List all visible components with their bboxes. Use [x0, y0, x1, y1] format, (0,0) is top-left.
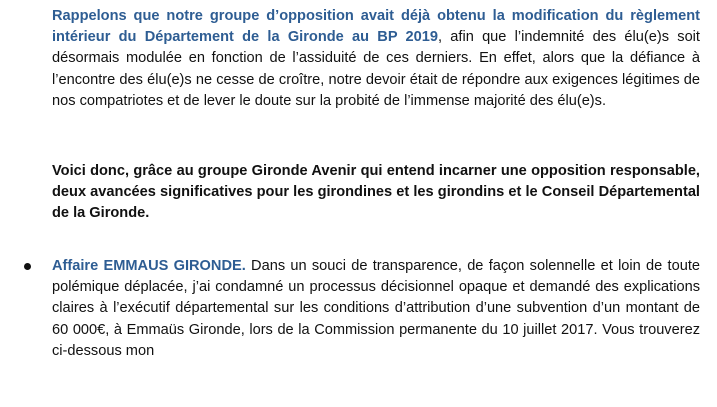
bullet-item-emmaus — [52, 256, 700, 362]
paragraph-gironde-avenir: Voici donc, grâce au groupe Gironde Avenir qui entend incarner une opposition responsable, deux avancées significatives pour les girondines et les girondins et le Conseil Départemental de la Gironde. — [52, 163, 700, 222]
bullet-item-text: Dans un souci de transparence, de façon solennelle et loin de toute polémique déplacée, j’ai condamné un processus décisionnel opaque et demandé des explications claires à l’exécutif départemental sur les conditions d’attribution d’une subvention d’un montant de 60 000€, à Emmaüs Gironde, lors de la Commission permanente du 10 juillet 2017. Vous trouverez ci-dessous mon — [52, 258, 701, 359]
paragraph-bp-2019 — [52, 6, 700, 112]
bullet-icon — [24, 263, 31, 270]
paragraph-text: , afin que l’indemnité des élu(e)s soit désormais modulée en fonction de l’assiduité de ces derniers. En effet, alors que la défiance à l’encontre des élu(e)s ne cesse de croître, notre devoir était de répondre aux exigences légitimes de nos compatriotes et de lever le doute sur la probité de l’immense majorité des élu(e)s. — [52, 29, 700, 109]
bullet-item-title: Affaire EMMAUS GIRONDE. — [52, 258, 246, 274]
paragraph-highlight: Rappelons que notre groupe d’opposition avait déjà obtenu la modification du règlement intérieur du Département de la Gironde au BP 2019 — [52, 8, 700, 46]
